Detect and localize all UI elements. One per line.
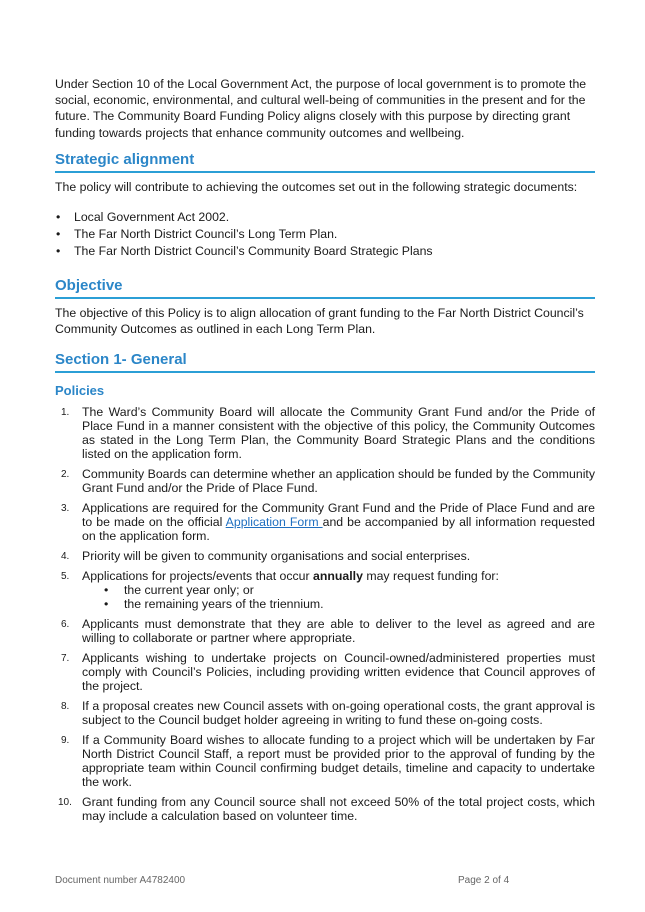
policy-item xyxy=(55,569,595,611)
policy-number: 4. xyxy=(61,551,70,563)
heading-section-1-general: Section 1- General xyxy=(55,350,595,373)
policies-list xyxy=(55,405,595,823)
intro-paragraph: Under Section 10 of the Local Government Act, the purpose of local government is to promote the social, economic, environmental, and cultural well-being of communities in the present and for the future. The Community Board Funding Policy aligns closely with this purpose by directing grant funding towards projects that enhance community outcomes and wellbeing. xyxy=(55,77,587,140)
strategic-documents-list xyxy=(55,209,595,260)
policy-number: 8. xyxy=(61,701,70,713)
policy-item xyxy=(55,733,595,789)
subheading-policies: Policies xyxy=(55,383,105,399)
policy-text: may request funding for: xyxy=(362,569,499,584)
application-form-link[interactable]: Application Form xyxy=(225,515,323,530)
policy-number: 7. xyxy=(61,653,70,665)
policy-item xyxy=(55,795,595,823)
policy-text: If a proposal creates new Council assets with on-going operational costs, the grant approval is subject to the Council budget holder agreeing in writing to fund these on-going costs. xyxy=(82,699,595,728)
policy-text: Applications for projects/events that occur xyxy=(82,569,314,584)
policy-text: Applicants must demonstrate that they are able to deliver to the level as agreed and are willing to collaborate or partner where appropriate. xyxy=(82,617,595,646)
heading-objective: Objective xyxy=(55,276,595,299)
list-item: • The Far North District Council’s Long Term Plan. xyxy=(55,226,595,243)
policy-number: 3. xyxy=(61,503,70,515)
policy-text: The Ward’s Community Board will allocate the Community Grant Fund and/or the Pride of Place Fund in a manner consistent with the objective of this policy, the Community Outcomes as stated in the Long Term Plan, the Community Board Strategic Plans and the conditions listed on the application form. xyxy=(82,405,595,462)
document-number: Document number A4782400 xyxy=(55,875,186,886)
policy-text: Priority will be given to community organisations and social enterprises. xyxy=(82,549,471,564)
policy-text: Applicants wishing to undertake projects on Council-owned/administered properties must comply with Council’s Policies, including providing written evidence that Council approves of the project. xyxy=(82,651,595,694)
policy-text: Grant funding from any Council source shall not exceed 50% of the total project costs, which may include a calculation based on volunteer time. xyxy=(82,795,595,824)
policy-item xyxy=(55,467,595,495)
objective-text: The objective of this Policy is to align allocation of grant funding to the Far North District Council’s Community Outcomes as outlined in each Long Term Plan. xyxy=(55,306,584,337)
funding-options-list xyxy=(82,583,595,611)
policy-item xyxy=(55,699,595,727)
list-item: • The Far North District Council’s Community Board Strategic Plans xyxy=(55,243,595,260)
policy-number: 10. xyxy=(58,797,72,809)
policy-text: and be accompanied by all information requested on the application form. xyxy=(82,515,596,544)
policy-item xyxy=(55,549,595,563)
policy-text-bold: annually xyxy=(313,569,363,584)
policy-item xyxy=(55,405,595,461)
document-page xyxy=(55,76,595,829)
strategic-text: The policy will contribute to achieving the outcomes set out in the following strategic documents: xyxy=(55,179,578,194)
policy-item xyxy=(55,501,595,543)
policy-item xyxy=(55,617,595,645)
policy-item xyxy=(55,651,595,693)
policy-number: 6. xyxy=(61,619,70,631)
list-item: • Local Government Act 2002. xyxy=(55,209,595,226)
policy-text: If a Community Board wishes to allocate funding to a project which will be undertaken by Far North District Council Staff, a report must be provided prior to the approval of funding by the appropriate team within Council confirming budget details, timeline and capacity to undertake the work. xyxy=(82,733,595,790)
policy-number: 9. xyxy=(61,735,70,747)
heading-strategic-alignment: Strategic alignment xyxy=(55,150,595,173)
policy-text: Applications are required for the Community Grant Fund and the Pride of Place Fund and are to be made on the official xyxy=(82,501,595,530)
policy-number: 2. xyxy=(61,469,70,481)
policy-number: 1. xyxy=(61,407,70,419)
list-item: • the current year only; or xyxy=(82,583,595,597)
policy-number: 5. xyxy=(61,571,70,583)
policy-text: Community Boards can determine whether an application should be funded by the Community Grant Fund and/or the Pride of Place Fund. xyxy=(82,467,595,496)
page-number: Page 2 of 4 xyxy=(458,875,510,886)
list-item: • the remaining years of the triennium. xyxy=(82,597,595,611)
